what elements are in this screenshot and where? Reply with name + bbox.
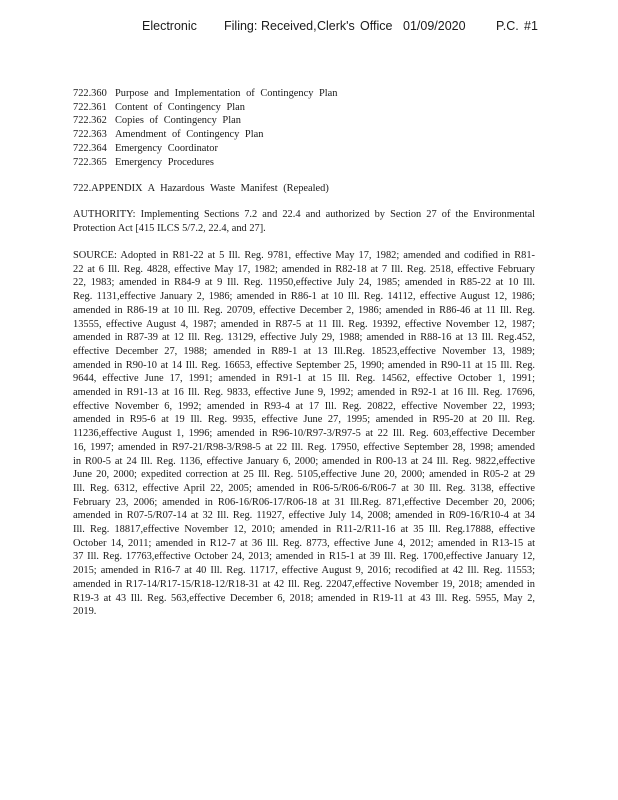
header-number: #1 [524,19,538,33]
source-note: SOURCE: Adopted in R81-22 at 5 Ill. Reg. 9781, effective May 17, 1982; amended and codified in R81-22 at 6 Ill. Reg. 4828, effective May 17, 1982; amended in R82-18 at 7 Ill. Reg. 2518, effective February 22, 1983; amended in R84-9 at 9 Ill. Reg. 11950,effective July 24, 1985; amended in R85-22 at 10 Ill. Reg. 1131,effective January 2, 1986; amended in R86-1 at 10 Ill. Reg. 14112, effective August 12, 1986; amended in R86-19 at 10 Ill. Reg. 20709, effective December 2, 1986; amended in R86-46 at 11 Ill. Reg. 13555, effective August 4, 1987; amended in R87-5 at 11 Ill. Reg. 19392, effective November 12, 1987; amended in R87-39 at 12 Ill. Reg. 13129, effective July 29, 1988; amended in R88-16 at 13 Ill. Reg.452, effective December 27, 1988; amended in R89-1 at 13 Ill.Reg. 18523,effective November 13, 1989; amended in R90-10 at 14 Ill. Reg. 16653, effective September 25, 1990; amended in R90-11 at 15 Ill. Reg. 9644, effective June 17, 1991; amended in R91-1 at 15 Ill. Reg. 14562, effective October 1, 1991; amended in R91-13 at 16 Ill. Reg. 9833, effective June 9, 1992; amended in R92-1 at 16 Ill. Reg. 17696, effective November 6, 1992; amended in R93-4 at 17 Ill. Reg. 20822, effective November 22, 1993; amended in R95-6 at 19 Ill. Reg. 9935, effective June 27, 1995; amended in R95-20 at 20 Ill. Reg. 11236,effective August 1, 1996; amended in R96-10/R97-3/R97-5 at 22 Ill. Reg. 603,effective December 16, 1997; amended in R97-21/R98-3/R98-5 at 22 Ill. Reg. 17950, effective September 28, 1998; amended in R00-5 at 24 Ill. Reg. 1136, effective January 6, 2000; amended in R00-13 at 24 Ill. Reg. 9822,effective June 20, 2000; expedited correction at 25 Ill. Reg. 5105,effective June 20, 2000; amended in R05-2 at 29 Ill. Reg. 6312, effective April 22, 2005; amended in R06-5/R06-6/R06-7 at 30 Ill. Reg. 3138, effective February 23, 2006; amended in R06-16/R06-17/R06-18 at 31 Ill.Reg. 871,effective December 20, 2006; amended in R07-5/R07-14 at 32 Ill. Reg. 11927, effective July 14, 2008; amended in R09-16/R10-4 at 34 Ill. Reg. 18817,effective November 12, 2010; amended in R11-2/R11-16 at 35 Ill. Reg.17888, effective October 14, 2011; amended in R12-7 at 36 Ill. Reg. 8773, effective June 4, 2012; amended in R13-15 at 37 Ill. Reg. 17763,effective October 24, 2013; amended in R15-1 at 39 Ill. Reg. 1700,effective January 12, 2015; amended in R16-7 at 40 Ill. Reg. 11717, effective August 9, 2016; recodified at 42 Ill. Reg. 11553; amended in R17-14/R17-15/R18-12/R18-31 at 42 Ill. Reg. 22047,effective November 19, 2018; amended in R19-3 at 43 Ill. Reg. 563,effective December 6, 2018; amended in R19-11 at 43 Ill. Reg. 5955, May 2, 2019. [73,250,535,618]
section-number: 722.362 [73,115,107,127]
section-title: Emergency Procedures [115,156,214,168]
section-entry [73,142,535,156]
header-electronic: Electronic [142,19,197,33]
section-entry [73,114,535,128]
section-number: 722.363 [73,129,107,141]
section-title: Emergency Coordinator [115,142,218,154]
appendix-entry: 722.APPENDIX A Hazardous Waste Manifest (Repealed) [73,183,329,194]
section-title: Amendment of Contingency Plan [115,129,264,141]
section-title: Copies of Contingency Plan [115,115,241,127]
section-entry [73,156,535,170]
header-date: 01/09/2020 [403,19,466,33]
section-entry [73,87,535,101]
section-number: 722.364 [73,142,107,154]
header-clerk: Clerk's [317,19,355,33]
section-title: Content of Contingency Plan [115,101,245,113]
header-filing: Filing: [224,19,258,33]
section-entry [73,128,535,142]
section-number: 722.361 [73,101,107,113]
header-received: Received, [261,19,317,33]
section-number: 722.360 [73,88,107,99]
authority-note: AUTHORITY: Implementing Sections 7.2 and 22.4 and authorized by Section 27 of the Environmental Protection Act [415 ILCS 5/7.2, 22.4, and 27]. [73,209,535,234]
section-title: Purpose and Implementation of Contingency Plan [115,88,338,99]
section-list [73,87,535,169]
header-office: Office [360,19,393,33]
section-entry [73,101,535,115]
section-number: 722.365 [73,156,107,168]
header-pc: P.C. [496,19,519,33]
